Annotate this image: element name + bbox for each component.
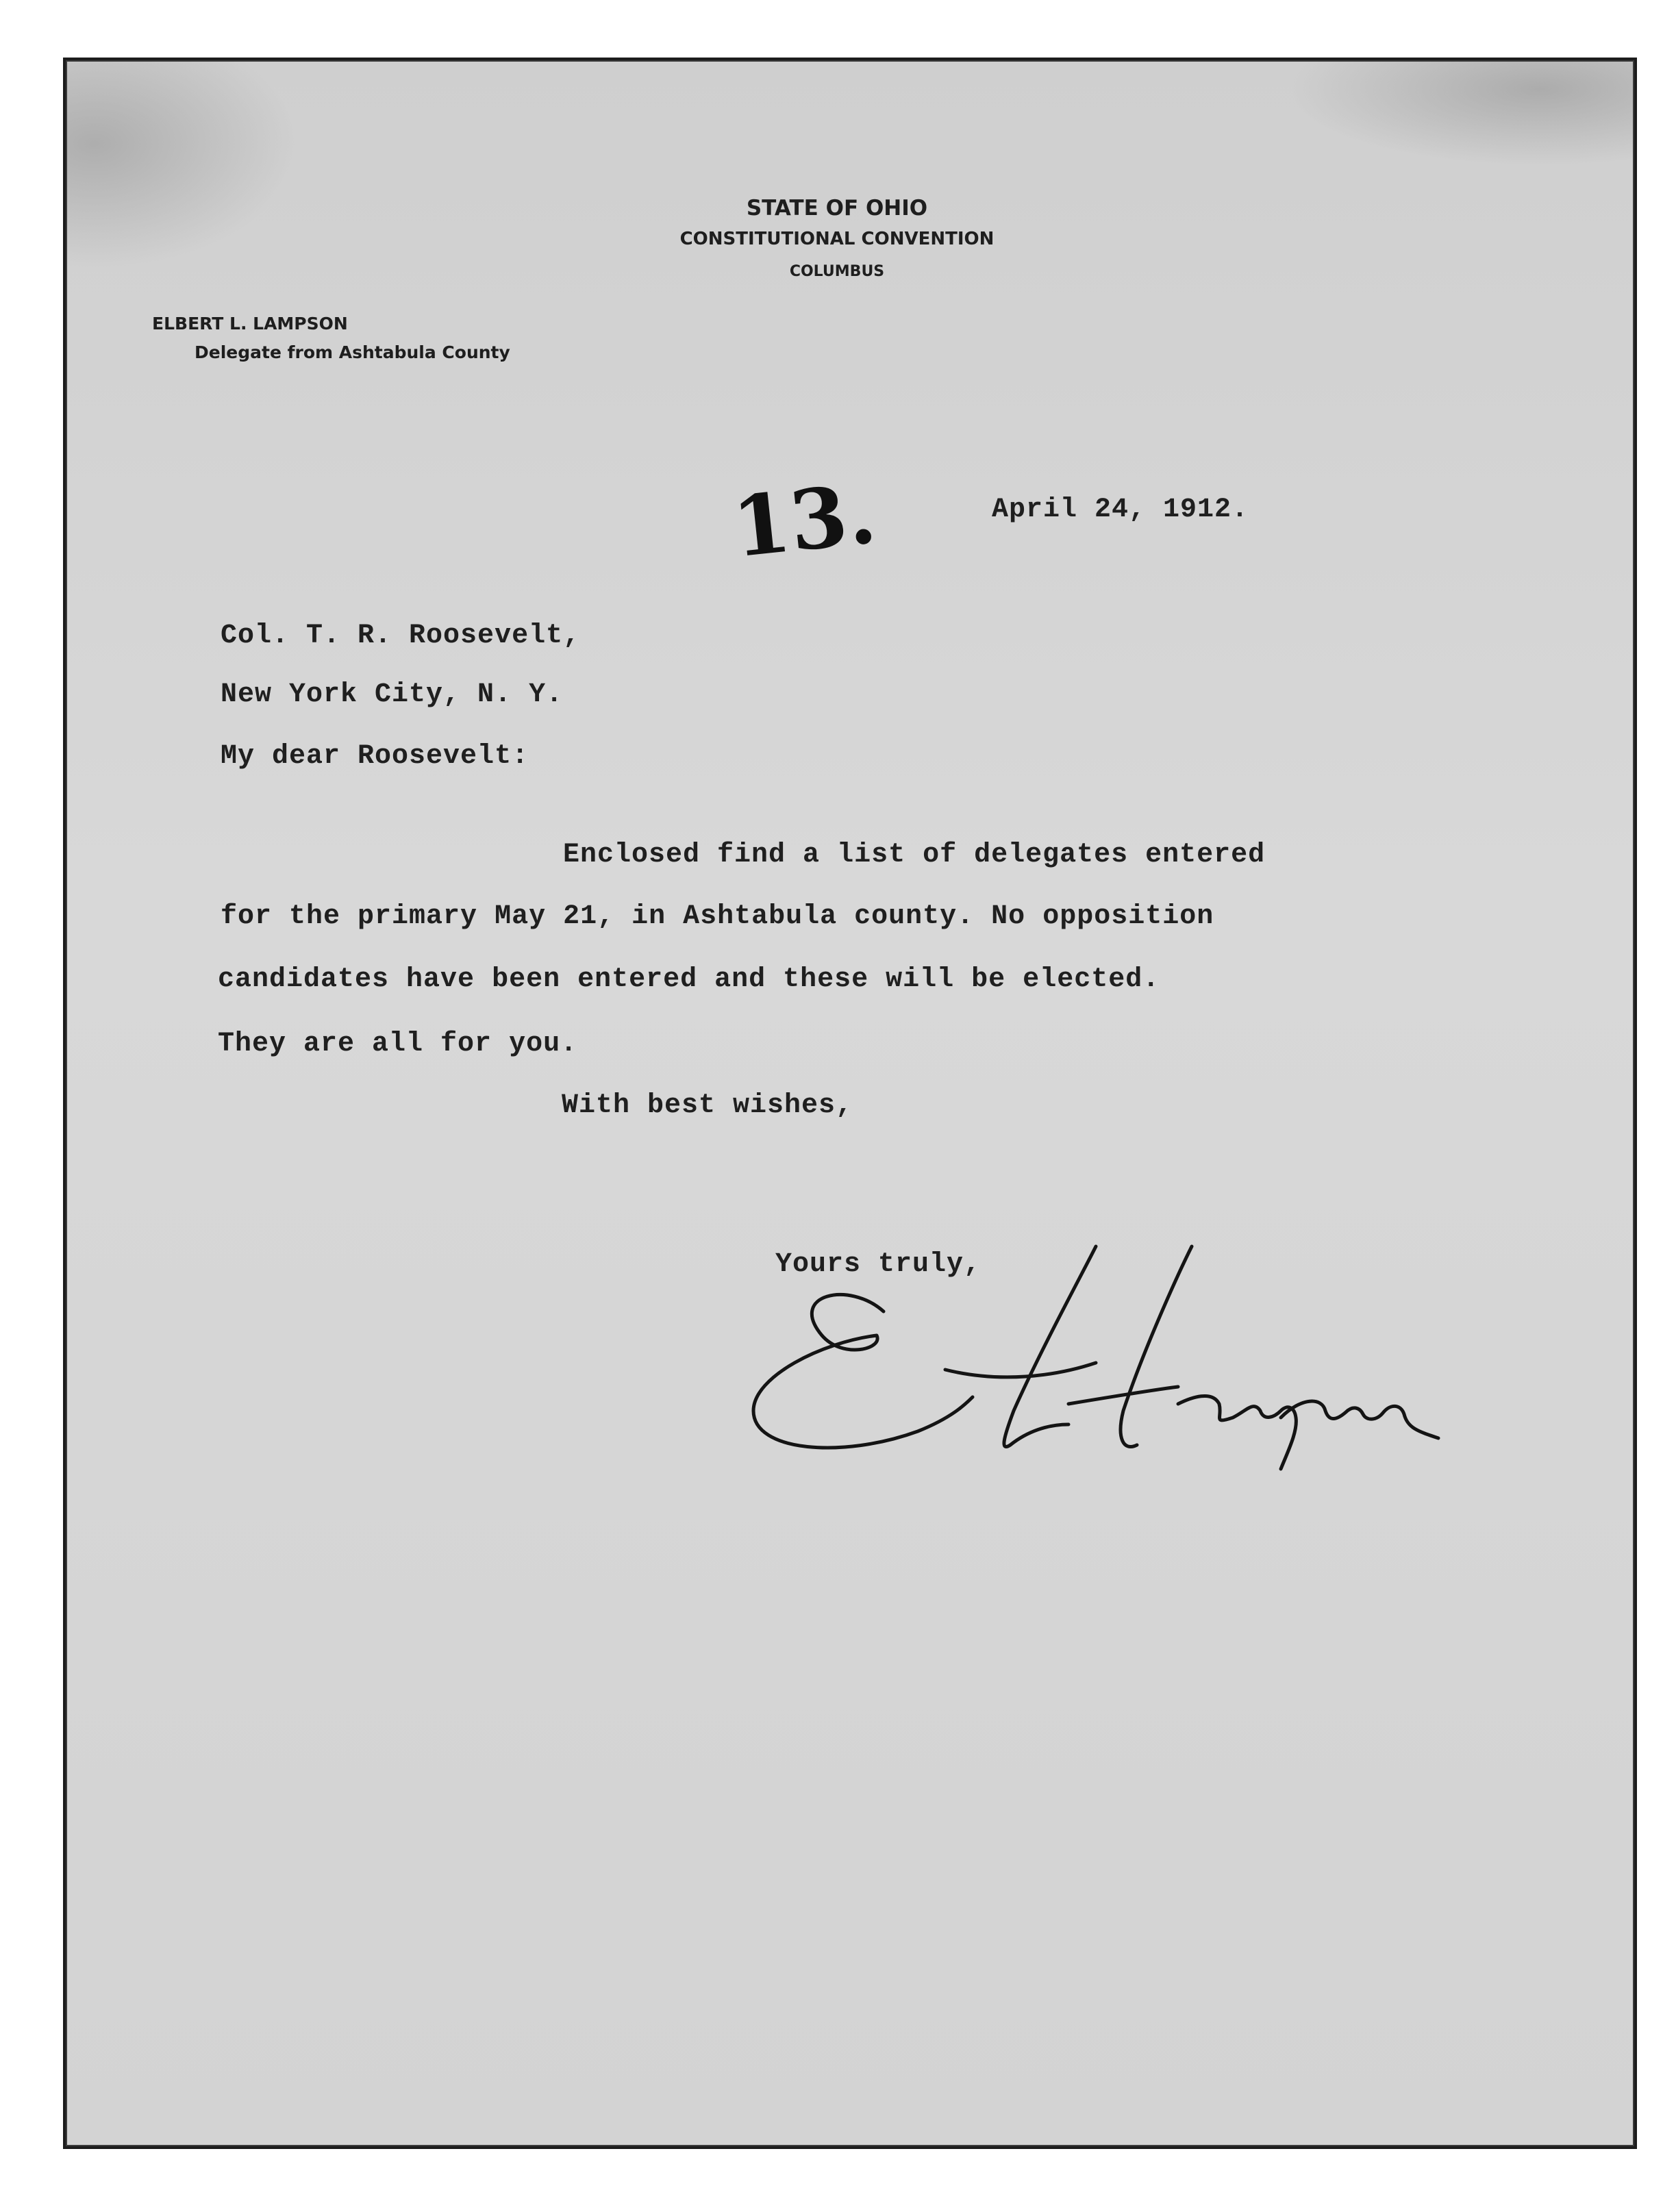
letterhead-convention: CONSTITUTIONAL CONVENTION — [679, 229, 995, 249]
docket-number: 13. — [728, 465, 881, 577]
closing-wish: With best wishes, — [562, 1090, 853, 1121]
salutation: My dear Roosevelt: — [221, 741, 529, 772]
letterhead-state: STATE OF OHIO — [746, 196, 928, 221]
letterhead-delegate-name: ELBERT L. LAMPSON — [152, 314, 348, 334]
valediction: Yours truly, — [775, 1249, 981, 1280]
body-line: They are all for you. — [218, 1029, 578, 1059]
body-line: Enclosed find a list of delegates entered — [563, 840, 1266, 870]
body-line: candidates have been entered and these will be elected. — [218, 964, 1160, 995]
body-line: for the primary May 21, in Ashtabula county. No opposition — [221, 901, 1214, 932]
recipient-city: New York City, N. Y. — [221, 679, 564, 710]
letterhead-delegate-title: Delegate from Ashtabula County — [195, 342, 510, 362]
letter-date: April 24, 1912. — [992, 494, 1249, 525]
letterhead-city: COLUMBUS — [789, 263, 885, 280]
signature — [740, 1233, 1452, 1479]
recipient-name: Col. T. R. Roosevelt, — [221, 620, 581, 651]
